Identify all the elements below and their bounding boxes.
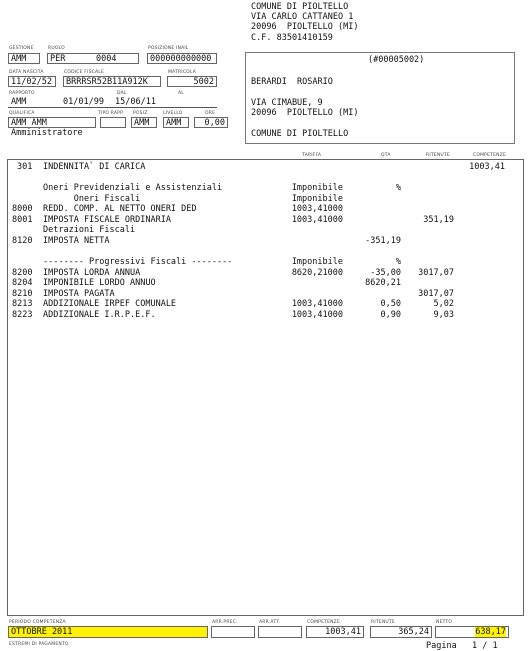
row-ritenute: 5,02 (433, 299, 454, 310)
row-desc: ADDIZIONALE I.R.P.E.F. (43, 309, 156, 320)
tipo-rapp-field (100, 117, 126, 128)
company-address: VIA CARLO CATTANEO 1 (251, 12, 354, 22)
row-code: 8000 (12, 204, 33, 215)
competenze-label: COMPETENZE (307, 620, 341, 625)
row-ritenute: 9,03 (433, 309, 454, 320)
row-tariffa: 1003,41000 (291, 299, 343, 310)
recipient-code: (#00005002) (368, 55, 425, 65)
col-ritenute: RITENUTE (426, 153, 450, 158)
row-code: 301 (17, 162, 33, 172)
periodo-field: OTTOBRE 2011 (8, 626, 208, 638)
row-code: 8001 (12, 214, 33, 225)
netto-label: NETTO (436, 620, 453, 625)
row-desc: REDD. COMP. AL NETTO ONERI DED (43, 204, 197, 215)
row-qta: -351,19 (365, 235, 401, 246)
estremi-label: ESTREMI DI PAGAMENTO (9, 642, 69, 647)
page-number: Pagina 1 / 1 (426, 641, 498, 651)
livello-field: AMM (163, 117, 189, 128)
dal-value: 01/01/99 (63, 97, 104, 107)
inail-label: POSIZIONE INAIL (148, 46, 189, 51)
row-desc: IMPOSTA NETTA (43, 235, 110, 246)
row-qta: 8620,21 (365, 278, 401, 289)
al-value: 15/06/11 (115, 97, 156, 107)
row-code: 8223 (12, 309, 33, 320)
ruolo-label: RUOLO (48, 46, 65, 51)
col-qta: QTA (381, 153, 391, 158)
arr-att-field (258, 626, 302, 638)
row-code: 8210 (12, 288, 33, 299)
row-desc: ADDIZIONALE IRPEF COMUNALE (43, 299, 177, 310)
ritenute-label: RITENUTE (371, 620, 395, 625)
row-desc: IMPONIBILE LORDO ANNUO (43, 278, 156, 289)
row-desc: IMPOSTA PAGATA (43, 288, 115, 299)
ruolo-field: PER 0004 (47, 53, 139, 64)
row-desc: Oneri Fiscali (43, 193, 141, 204)
row-desc: INDENNITA` DI CARICA (43, 162, 146, 172)
row-qta: % (395, 183, 401, 194)
row-tariffa: 1003,41000 (291, 214, 343, 225)
row-ritenute: 351,19 (423, 214, 454, 225)
role-text: Amministratore (11, 128, 83, 138)
matricola-field: 5002 (167, 76, 217, 87)
row-qta: 0,50 (380, 299, 401, 310)
row-desc: Detrazioni Fiscali (43, 225, 136, 236)
posiz-field: AMM (131, 117, 157, 128)
company-city: 20096 PIOLTELLO (MI) (251, 22, 359, 32)
row-qta: 0,90 (380, 309, 401, 320)
company-cf: C.F. 83501410159 (251, 33, 333, 43)
netto-value: 638,17 (475, 627, 506, 637)
al-label: AL (178, 91, 184, 96)
netto-field (435, 626, 509, 638)
row-code: 8213 (12, 299, 33, 310)
ore-label: ORE (205, 111, 216, 116)
row-code: 8200 (12, 267, 33, 278)
row-qta: -35,00 (370, 267, 401, 278)
rapporto-value: AMM (11, 97, 27, 107)
data-nascita-field: 11/02/52 (8, 76, 56, 87)
row-tariffa: 1003,41000 (291, 204, 343, 215)
ritenute-field: 365,24 (370, 626, 432, 638)
codice-fiscale-field: BRRRSR52B11A912K (63, 76, 161, 87)
posiz-label: POSIZ. (133, 111, 150, 116)
row-tariffa: 8620,21000 (291, 267, 343, 278)
data-nascita-label: DATA NASCITA (9, 70, 44, 75)
col-tariffa: TARIFFA (302, 153, 322, 158)
recipient-name: BERARDI ROSARIO (251, 77, 333, 87)
arr-prec-field (211, 626, 255, 638)
row-code: 8120 (12, 235, 33, 246)
company-name: COMUNE DI PIOLTELLO (251, 2, 349, 12)
col-competenze: COMPETENZE (473, 153, 507, 158)
row-desc: -------- Progressivi Fiscali -------- (43, 256, 233, 267)
qualifica-field: AMM AMM (8, 117, 96, 128)
recipient-street: VIA CIMABUE, 9 (251, 98, 323, 108)
matricola-label: MATRICOLA (168, 70, 196, 75)
arr-att-label: ARR.ATT. (259, 620, 281, 625)
row-desc: IMPOSTA FISCALE ORDINARIA (43, 214, 171, 225)
row-qta: % (395, 256, 401, 267)
rapporto-label: RAPPORTO (9, 91, 35, 96)
recipient-city: 20096 PIOLTELLO (MI) (251, 108, 359, 118)
row-desc: IMPOSTA LORDA ANNUA (43, 267, 141, 278)
competenze-field: 1003,41 (306, 626, 364, 638)
livello-label: LIVELLO (163, 111, 183, 116)
codice-fiscale-label: CODICE FISCALE (64, 70, 105, 75)
qualifica-label: QUALIFICA (9, 111, 35, 116)
row-ritenute: 3017,07 (418, 267, 454, 278)
row-tariffa: Imponibile (291, 183, 343, 194)
arr-prec-label: ARR.PREC. (212, 620, 238, 625)
tipo-rapp-label: TIPO RAPP. (98, 111, 124, 116)
inail-field: 000000000000 (147, 53, 217, 64)
row-tariffa: 1003,41000 (291, 309, 343, 320)
row-competenze: 1003,41 (469, 162, 505, 172)
recipient-entity: COMUNE DI PIOLTELLO (251, 129, 349, 139)
periodo-label: PERIODO COMPETENZA (9, 620, 66, 625)
row-ritenute: 3017,07 (418, 288, 454, 299)
ore-field: 0,00 (194, 117, 228, 128)
gestione-field: AMM (8, 53, 40, 64)
row-tariffa: Imponibile (291, 193, 343, 204)
row-tariffa: Imponibile (291, 256, 343, 267)
row-code: 8204 (12, 278, 33, 289)
dal-label: DAL (117, 91, 127, 96)
row-desc: Oneri Previdenziali e Assistenziali (43, 183, 223, 194)
gestione-label: GESTIONE (9, 46, 34, 51)
